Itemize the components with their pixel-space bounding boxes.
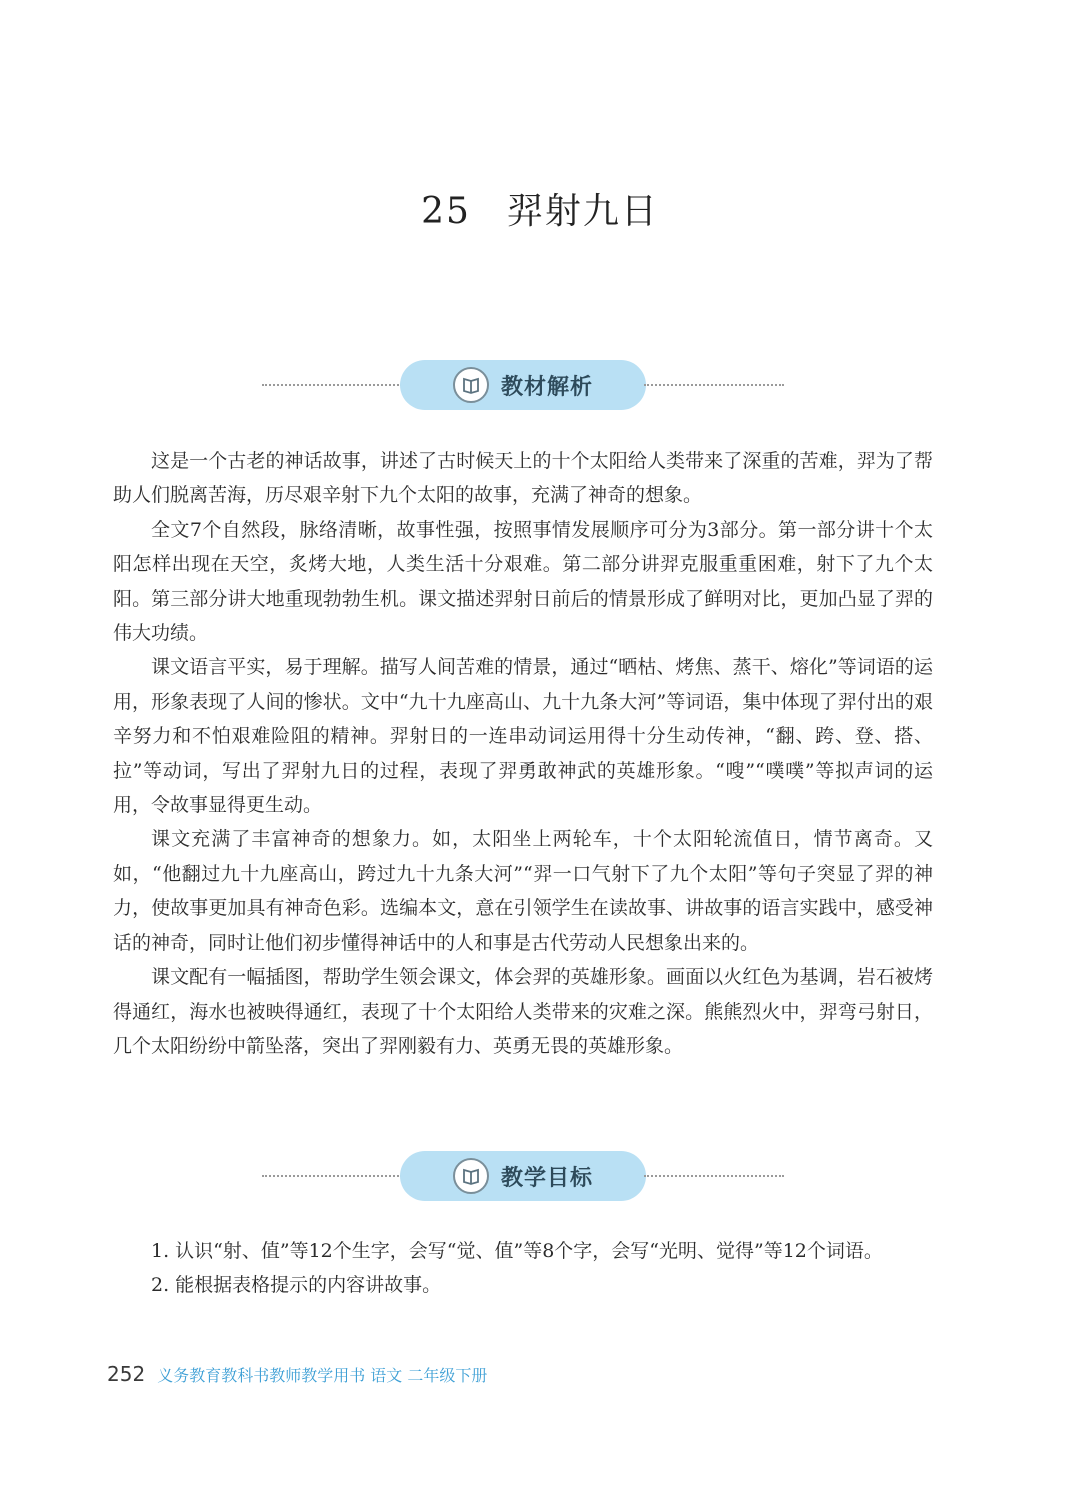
paragraph: 全文7个自然段，脉络清晰，故事性强，按照事情发展顺序可分为3部分。第一部分讲十个太阳怎样出现在天空，炙烤大地，人类生活十分艰难。第二部分讲羿克服重重困难，射下了九个太阳。第三部分讲大地重现勃勃生机。课文描述羿射日前后的情景形成了鲜明对比，更加凸显了羿的伟大功绩。 <box>113 518 933 645</box>
section-label: 教学目标 <box>500 1165 593 1191</box>
section-pill <box>400 1151 646 1201</box>
paragraph: 这是一个古老的神话故事，讲述了古时候天上的十个太阳给人类带来了深重的苦难，羿为了帮助人们脱离苦海，历尽艰辛射下九个太阳的故事，充满了神奇的想象。 <box>113 450 933 507</box>
page-footer <box>107 1362 487 1386</box>
lesson-name: 羿射九日 <box>506 191 659 232</box>
book-title: 义务教育教科书教师教学用书 语文 二年级下册 <box>157 1366 488 1385</box>
book-icon <box>453 1158 489 1194</box>
objective-item: 1. 认识“射、值”等12个生字，会写“觉、值”等8个字，会写“光明、觉得”等12个词语。 <box>151 1240 883 1262</box>
paragraph: 课文语言平实，易于理解。描写人间苦难的情景，通过“晒枯、烤焦、蒸干、熔化”等词语的运用，形象表现了人间的惨状。文中“九十九座高山、九十九条大河”等词语，集中体现了羿付出的艰辛努力和不怕艰难险阻的精神。羿射日的一连串动词运用得十分生动传神，“翻、跨、登、搭、拉”等动词，写出了羿射九日的过程，表现了羿勇敢神武的英雄形象。“嗖”“噗噗”等拟声词的运用，令故事显得更生动。 <box>113 656 933 817</box>
divider-right <box>644 1175 784 1177</box>
book-icon <box>453 367 489 403</box>
page-number: 252 <box>107 1362 146 1386</box>
section-header-analysis <box>262 360 784 410</box>
analysis-body <box>113 444 933 1063</box>
paragraph: 课文配有一幅插图，帮助学生领会课文，体会羿的英雄形象。画面以火红色为基调，岩石被烤得通红，海水也被映得通红，表现了十个太阳给人类带来的灾难之深。熊熊烈火中，羿弯弓射日，几个太阳纷纷中箭坠落，突出了羿刚毅有力、英勇无畏的英雄形象。 <box>113 966 933 1057</box>
objective-item: 2. 能根据表格提示的内容讲故事。 <box>151 1274 442 1297</box>
paragraph: 课文充满了丰富神奇的想象力。如，太阳坐上两轮车，十个太阳轮流值日，情节离奇。又如，“他翻过九十九座高山，跨过九十九条大河”“羿一口气射下了九个太阳”等句子突显了羿的神力，使故事更加具有神奇色彩。选编本文，意在引领学生在读故事、讲故事的语言实践中，感受神话的神奇，同时让他们初步懂得神话中的人和事是古代劳动人民想象出来的。 <box>113 828 933 954</box>
section-header-objectives <box>262 1151 784 1201</box>
objectives-list <box>113 1234 933 1303</box>
divider-left <box>262 1175 402 1177</box>
section-pill <box>400 360 646 410</box>
divider-right <box>644 384 784 386</box>
divider-left <box>262 384 402 386</box>
lesson-number: 25 <box>421 191 471 232</box>
section-label: 教材解析 <box>500 374 593 400</box>
lesson-title <box>0 183 1080 234</box>
